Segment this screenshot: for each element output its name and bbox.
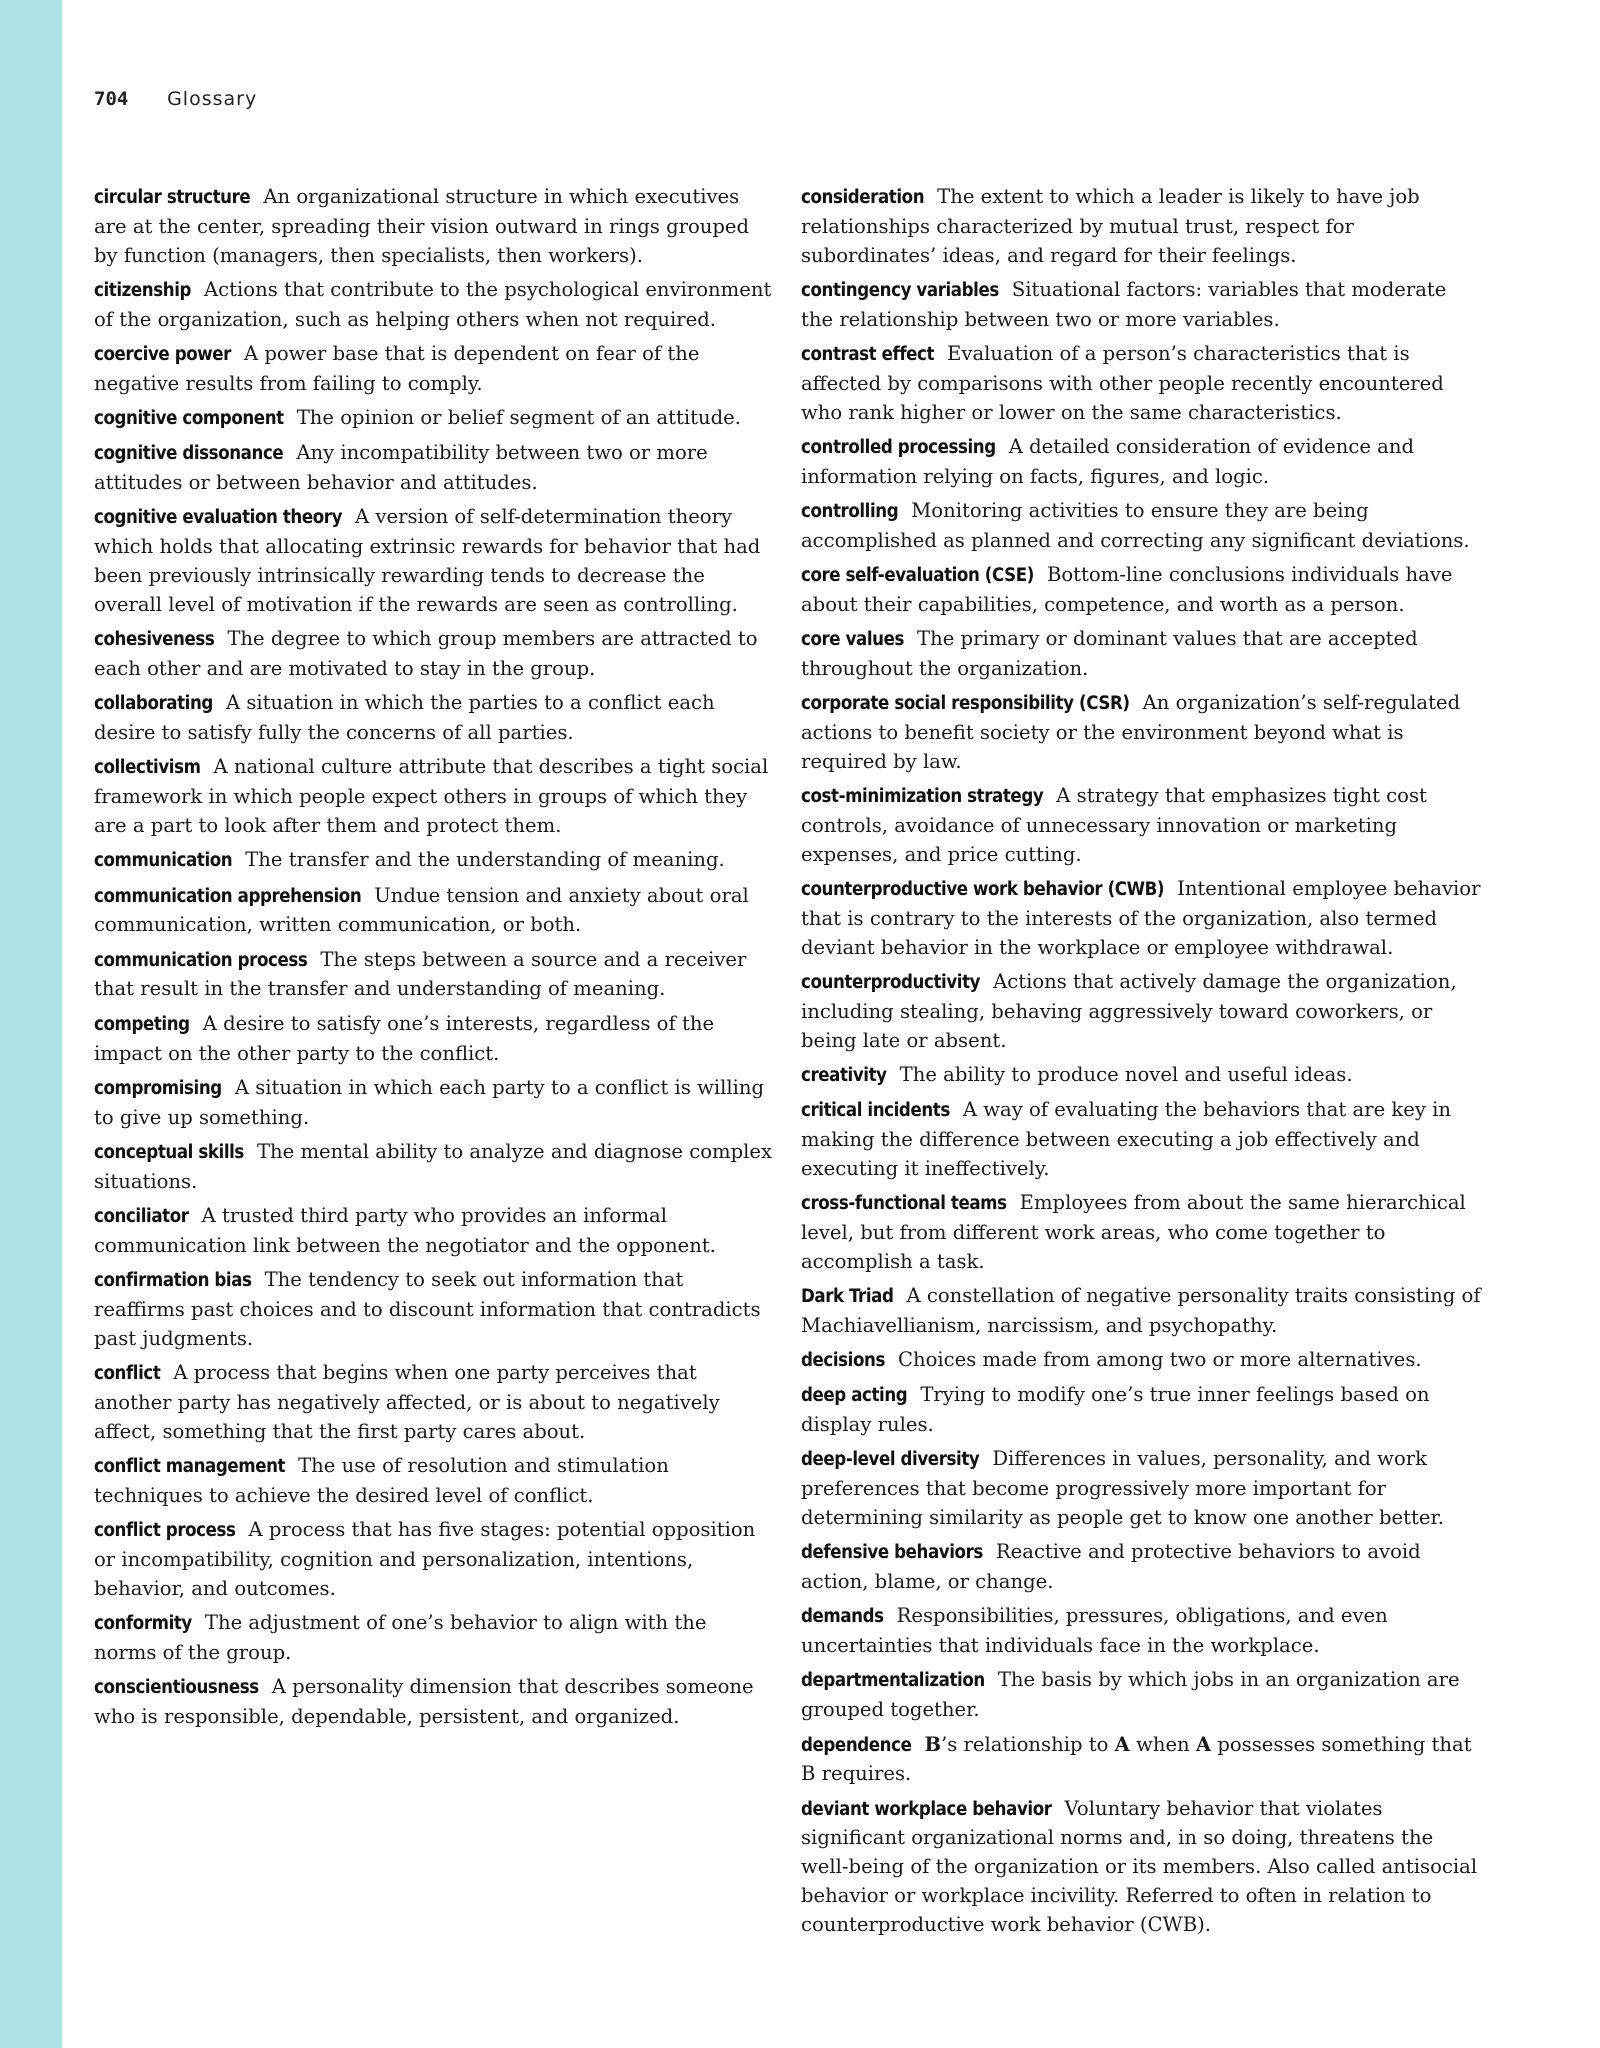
glossary-entry bbox=[94, 753, 774, 840]
glossary-definition: Intentional employee behavior that is contrary to the interests of the organization, also termed deviant behavior in the workplace or employee withdrawal. bbox=[801, 877, 1481, 959]
glossary-term: conscientiousness bbox=[94, 1676, 259, 1698]
glossary-entry bbox=[94, 1202, 774, 1261]
glossary-entry bbox=[801, 968, 1481, 1055]
glossary-definition: The mental ability to analyze and diagnose complex situations. bbox=[94, 1139, 773, 1193]
glossary-term: departmentalization bbox=[801, 1670, 985, 1692]
glossary-definition: Situational factors: variables that moderate the relationship between two or more variables. bbox=[801, 277, 1447, 331]
glossary-definition: Any incompatibility between two or more attitudes or between behavior and attitudes. bbox=[94, 441, 708, 495]
definition-fragment: B bbox=[924, 1732, 942, 1756]
glossary-term: cognitive evaluation theory bbox=[94, 507, 343, 529]
glossary-definition: Differences in values, personality, and work preferences that become progressively more important for determining similarity as people get to know one another better. bbox=[801, 1447, 1444, 1529]
glossary-entry bbox=[94, 882, 774, 941]
glossary-term: communication bbox=[94, 850, 233, 872]
glossary-definition: A personality dimension that describes someone who is responsible, dependable, persistent, and organized. bbox=[94, 1674, 754, 1728]
glossary-definition: The adjustment of one’s behavior to align with the norms of the group. bbox=[94, 1610, 707, 1664]
side-color-band bbox=[0, 0, 62, 2048]
glossary-definition: A situation in which each party to a conflict is willing to give up something. bbox=[94, 1075, 765, 1129]
glossary-term: coercive power bbox=[94, 343, 231, 365]
glossary-entry bbox=[94, 340, 774, 399]
glossary-term: collectivism bbox=[94, 757, 201, 779]
glossary-term: controlled processing bbox=[801, 436, 996, 458]
glossary-definition: Monitoring activities to ensure they are being accomplished as planned and correcting any significant deviations. bbox=[801, 498, 1470, 552]
glossary-entry bbox=[801, 183, 1481, 270]
glossary-term: contingency variables bbox=[801, 279, 999, 301]
glossary-definition: The basis by which jobs in an organization are grouped together. bbox=[801, 1668, 1460, 1722]
glossary-definition: The extent to which a leader is likely to have job relationships characterized by mutual trust, respect for subordinates’ ideas, and regard for their feelings. bbox=[801, 185, 1420, 267]
glossary-term: conciliator bbox=[94, 1206, 189, 1227]
glossary-definition: The transfer and the understanding of meaning. bbox=[245, 848, 725, 872]
glossary-definition: A national culture attribute that describes a tight social framework in which people expect others in groups of which they are a part to look after them and protect them. bbox=[94, 755, 769, 837]
glossary-entry bbox=[94, 846, 774, 876]
glossary-definition: A process that begins when one party perceives that another party has negatively affected, or is about to negatively affect, something that the first party cares about. bbox=[94, 1360, 720, 1443]
glossary-definition: A version of self-determination theory which holds that allocating extrinsic rewards for behavior that had been previously intrinsically rewarding tends to decrease the overall level of motivation if the rewards are seen as controlling. bbox=[94, 505, 761, 616]
glossary-column-left bbox=[94, 183, 774, 1737]
glossary-definition: The ability to produce novel and useful ideas. bbox=[899, 1062, 1353, 1086]
definition-fragment: A bbox=[1195, 1732, 1212, 1756]
glossary-definition: Bottom-line conclusions individuals have about their capabilities, competence, and worth as a person. bbox=[801, 563, 1453, 616]
glossary-definition: The steps between a source and a receiver that result in the transfer and understanding of meaning. bbox=[94, 947, 747, 1001]
glossary-definition: Responsibilities, pressures, obligations, and even uncertainties that individuals face in the workplace. bbox=[801, 1604, 1388, 1658]
glossary-definition: Trying to modify one’s true inner feelings based on display rules. bbox=[801, 1383, 1430, 1437]
glossary-entry bbox=[801, 1282, 1481, 1341]
glossary-entry bbox=[94, 1673, 774, 1732]
glossary-term: conflict management bbox=[94, 1455, 286, 1477]
glossary-term: corporate social responsibility (CSR) bbox=[801, 693, 1130, 715]
glossary-definition: The degree to which group members are attracted to each other and are motivated to stay in the group. bbox=[94, 627, 758, 680]
glossary-term: Dark Triad bbox=[801, 1285, 894, 1307]
glossary-entry bbox=[801, 1445, 1481, 1532]
glossary-definition: Choices made from among two or more alternatives. bbox=[897, 1347, 1422, 1371]
glossary-entry bbox=[801, 433, 1481, 492]
definition-fragment: when bbox=[1129, 1732, 1196, 1756]
glossary-entry bbox=[801, 1731, 1481, 1790]
glossary-term: conformity bbox=[94, 1612, 192, 1634]
glossary-term: conflict bbox=[94, 1362, 161, 1384]
glossary-definition: A situation in which the parties to a conflict each desire to satisfy fully the concerns of all parties. bbox=[94, 691, 715, 745]
glossary-entry bbox=[801, 1346, 1481, 1376]
glossary-entry bbox=[94, 1266, 774, 1353]
glossary-entry bbox=[94, 625, 774, 684]
glossary-term: conceptual skills bbox=[94, 1141, 244, 1163]
glossary-column-right bbox=[801, 183, 1481, 1945]
glossary-definition: A detailed consideration of evidence and information relying on facts, figures, and logic. bbox=[801, 434, 1415, 488]
glossary-definition: A desire to satisfy one’s interests, regardless of the impact on the other party to the conflict. bbox=[94, 1011, 715, 1065]
glossary-term: competing bbox=[94, 1013, 190, 1035]
glossary-definition: Actions that contribute to the psychological environment of the organization, such as helping others when not required. bbox=[94, 277, 772, 331]
glossary-definition: Voluntary behavior that violates significant organizational norms and, in so doing, threatens the well-being of the organization or its members. Also called antisocial behavior or workplace incivility. Referred to often in relation to counterproductive work behavior (CWB). bbox=[801, 1796, 1478, 1936]
glossary-entry bbox=[94, 503, 774, 619]
glossary-term: cost-minimization strategy bbox=[801, 786, 1044, 808]
glossary-definition: The tendency to seek out information that reaffirms past choices and to discount information that contradicts past judgments. bbox=[94, 1268, 761, 1350]
page-header bbox=[94, 88, 257, 116]
glossary-definition: An organization’s self-regulated actions to benefit society or the environment beyond what is required by law. bbox=[801, 691, 1461, 773]
glossary-term: compromising bbox=[94, 1077, 222, 1099]
glossary-entry bbox=[801, 625, 1481, 684]
glossary-entry bbox=[801, 1096, 1481, 1183]
glossary-entry bbox=[94, 1138, 774, 1197]
glossary-entry bbox=[801, 875, 1481, 962]
glossary-term: decisions bbox=[801, 1349, 885, 1371]
definition-fragment: ’s relationship to bbox=[941, 1732, 1115, 1756]
glossary-entry bbox=[801, 1795, 1481, 1940]
glossary-definition: Undue tension and anxiety about oral communication, written communication, or both. bbox=[94, 883, 749, 937]
glossary-definition: An organizational structure in which executives are at the center, spreading their vision outward in rings grouped by function (managers, then specialists, then workers). bbox=[94, 185, 750, 267]
definition-fragment: A bbox=[1114, 1732, 1130, 1756]
glossary-entry bbox=[801, 1189, 1481, 1276]
glossary-term: core self-evaluation (CSE) bbox=[801, 565, 1034, 587]
glossary-entry bbox=[94, 439, 774, 498]
glossary-definition: A process that has five stages: potential opposition or incompatibility, cognition and personalization, intentions, behavior, and outcomes. bbox=[94, 1517, 756, 1600]
glossary-term: cognitive component bbox=[94, 408, 284, 430]
glossary-term: critical incidents bbox=[801, 1100, 950, 1122]
glossary-entry bbox=[801, 1538, 1481, 1597]
glossary-term: confirmation bias bbox=[94, 1270, 252, 1292]
glossary-term: deep-level diversity bbox=[801, 1449, 980, 1471]
glossary-definition: Evaluation of a person’s characteristics that is affected by comparisons with other people recently encountered who rank higher or lower on the same characteristics. bbox=[801, 341, 1444, 424]
glossary-term: communication apprehension bbox=[94, 885, 362, 907]
glossary-term: deep acting bbox=[801, 1385, 908, 1407]
definition-fragment: possesses something that B requires. bbox=[801, 1732, 1472, 1786]
glossary-definition: Employees from about the same hierarchical level, but from different work areas, who come together to accomplish a task. bbox=[801, 1191, 1466, 1273]
glossary-entry bbox=[801, 1666, 1481, 1725]
glossary-definition: Actions that actively damage the organization, including stealing, behaving aggressively toward coworkers, or being late or absent. bbox=[801, 969, 1457, 1052]
section-title: Glossary bbox=[167, 88, 258, 110]
glossary-definition: A trusted third party who provides an informal communication link between the negotiator and the opponent. bbox=[94, 1204, 716, 1257]
glossary-term: contrast effect bbox=[801, 343, 935, 365]
glossary-term: citizenship bbox=[94, 279, 192, 301]
glossary-term: demands bbox=[801, 1606, 884, 1628]
glossary-entry bbox=[801, 782, 1481, 869]
glossary-definition: The opinion or belief segment of an attitude. bbox=[296, 406, 741, 430]
glossary-term: communication process bbox=[94, 949, 308, 971]
glossary-entry bbox=[801, 1061, 1481, 1091]
glossary-entry bbox=[801, 340, 1481, 427]
glossary-term: collaborating bbox=[94, 693, 213, 715]
glossary-term: consideration bbox=[801, 187, 925, 208]
glossary-definition: The use of resolution and stimulation techniques to achieve the desired level of conflict. bbox=[94, 1453, 669, 1507]
glossary-term: cross-functional teams bbox=[801, 1193, 1007, 1214]
glossary-entry bbox=[94, 183, 774, 270]
glossary-term: cohesiveness bbox=[94, 629, 215, 651]
glossary-entry bbox=[94, 1516, 774, 1603]
glossary-definition: The primary or dominant values that are accepted throughout the organization. bbox=[801, 627, 1418, 680]
glossary-definition: A power base that is dependent on fear of the negative results from failing to comply. bbox=[94, 341, 700, 395]
glossary-term: deviant workplace behavior bbox=[801, 1798, 1052, 1820]
glossary-entry bbox=[94, 404, 774, 434]
glossary-term: defensive behaviors bbox=[801, 1542, 983, 1564]
glossary-entry bbox=[801, 276, 1481, 335]
glossary-term: creativity bbox=[801, 1064, 887, 1086]
glossary-entry bbox=[801, 1381, 1481, 1440]
page-number: 704 bbox=[94, 88, 129, 110]
glossary-definition: A strategy that emphasizes tight cost controls, avoidance of unnecessary innovation or marketing expenses, and price cutting. bbox=[801, 784, 1427, 866]
glossary-term: counterproductive work behavior (CWB) bbox=[801, 879, 1165, 901]
glossary-entry bbox=[801, 1602, 1481, 1661]
glossary-entry bbox=[94, 1074, 774, 1133]
glossary-term: dependence bbox=[801, 1734, 912, 1756]
glossary-term: conflict process bbox=[94, 1519, 236, 1541]
glossary-entry bbox=[801, 689, 1481, 776]
glossary-term: core values bbox=[801, 629, 905, 651]
glossary-term: cognitive dissonance bbox=[94, 443, 284, 465]
glossary-entry bbox=[94, 1010, 774, 1069]
glossary-entry bbox=[94, 689, 774, 748]
glossary-entry bbox=[94, 276, 774, 335]
glossary-term: controlling bbox=[801, 500, 899, 522]
glossary-entry bbox=[94, 946, 774, 1005]
glossary-entry bbox=[801, 497, 1481, 556]
glossary-entry bbox=[94, 1609, 774, 1668]
glossary-definition: A constellation of negative personality traits consisting of Machiavellianism, narcissism, and psychopathy. bbox=[801, 1283, 1481, 1337]
glossary-entry bbox=[94, 1452, 774, 1511]
glossary-entry bbox=[94, 1359, 774, 1446]
glossary-definition: Reactive and protective behaviors to avoid action, blame, or change. bbox=[801, 1540, 1421, 1594]
glossary-term: circular structure bbox=[94, 187, 251, 208]
glossary-definition: A way of evaluating the behaviors that are key in making the difference between executing a job effectively and executing it ineffectively. bbox=[801, 1098, 1452, 1180]
glossary-term: counterproductivity bbox=[801, 971, 981, 993]
glossary-entry bbox=[801, 561, 1481, 620]
